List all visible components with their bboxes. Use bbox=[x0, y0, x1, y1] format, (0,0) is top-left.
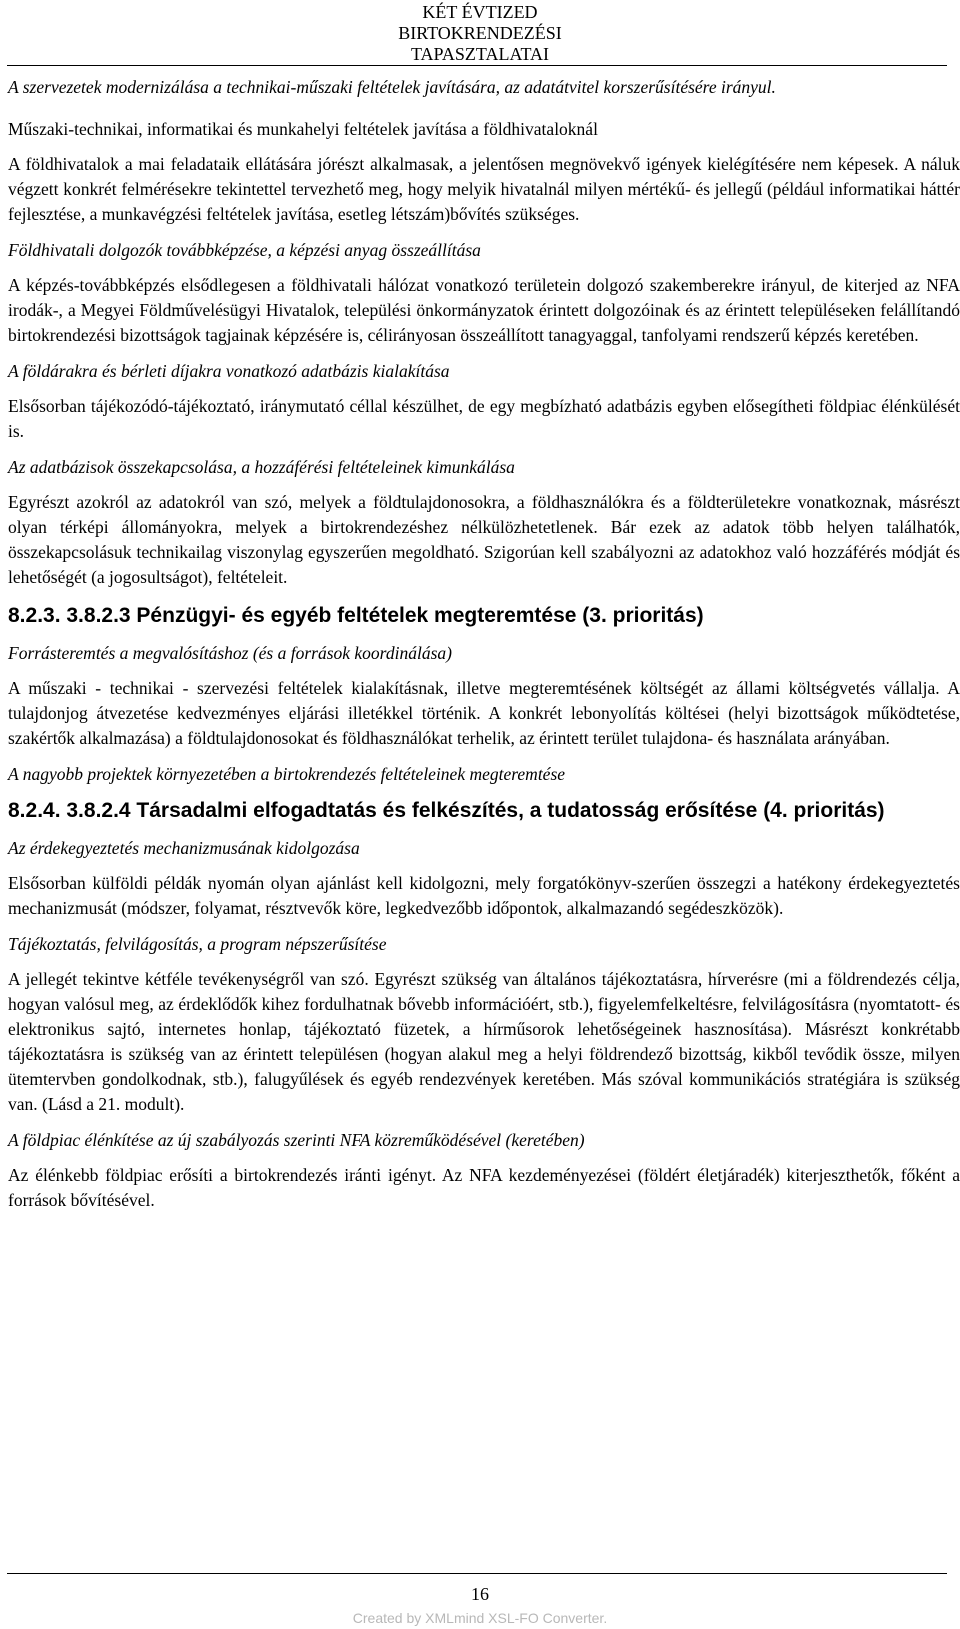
paragraph: Az élénkebb földpiac erősíti a birtokrendezés iránti igényt. Az NFA kezdeményezései (földért életjáradék) kiterjeszthetők, főként a források bővítésével. bbox=[8, 1165, 960, 1210]
paragraph: A földhivatalok a mai feladataik ellátására jórészt alkalmasak, a jelentősen megnövekvő igények kielégítésére nem képesek. A náluk végzett konkrét felmérésekre tekintettel tervezhető meg, hogy melyik hivatalnál milyen mértékű- és jellegű (például informatikai háttér fejlesztése, a munkavégzési feltételek javítása, esetleg létszám)bővítés szükséges. bbox=[8, 154, 960, 224]
header-title-line: TAPASZTALATAI bbox=[410, 44, 549, 64]
subheading: Forrásteremtés a megvalósításhoz (és a források koordinálása) bbox=[8, 643, 452, 663]
subheading: A nagyobb projektek környezetében a birtokrendezés feltételeinek megteremtése bbox=[8, 764, 566, 784]
header-title-line: KÉT ÉVTIZED bbox=[422, 2, 538, 22]
subheading: Az érdekegyeztetés mechanizmusának kidolgozása bbox=[8, 838, 360, 858]
page-header bbox=[0, 2, 960, 65]
paragraph: A képzés-továbbképzés elsődlegesen a földhivatali hálózat vonatkozó területein dolgozó szakemberekre irányul, de kiterjed az NFA irodák-, a Megyei Földművelésügyi Hivatalok, települési önkormányzatok érintett dolgozóinak és az érintett településeken felállítandó birtokrendezési bizottságok tagjainak képzésére is, célirányosan összeállított tanagyaggal, tanfolyami rendszerű képzés keretében. bbox=[8, 275, 960, 345]
section-heading: 8.2.4. 3.8.2.4 Társadalmi elfogadtatás és felkészítés, a tudatosság erősítése (4. prioritás) bbox=[8, 799, 885, 822]
converter-credit: Created by XMLmind XSL-FO Converter. bbox=[352, 1610, 608, 1626]
page-number: 16 bbox=[471, 1584, 489, 1604]
intro-text: A szervezetek modernizálása a technikai-műszaki feltételek javítására, az adatátvitel korszerűsítésére irányul. bbox=[8, 77, 776, 97]
subheading: Tájékoztatás, felvilágosítás, a program népszerűsítése bbox=[8, 934, 387, 954]
header-divider bbox=[7, 65, 947, 66]
footer-divider bbox=[7, 1573, 947, 1574]
subheading: Földhivatali dolgozók továbbképzése, a képzési anyag összeállítása bbox=[8, 240, 481, 260]
paragraph: Elsősorban külföldi példák nyomán olyan ajánlást kell kidolgozni, mely forgatókönyv-szerűen összegzi a hatékony érdekegyeztetés mechanizmusát (módszer, folyamat, résztvevők köre, legkedvezőbb időpontok, alkalmazandó segédeszközök). bbox=[8, 873, 960, 918]
subheading: A földpiac élénkítése az új szabályozás szerinti NFA közreműködésével (keretében) bbox=[8, 1130, 585, 1150]
paragraph: Egyrészt azokról az adatokról van szó, melyek a földtulajdonosokra, a földhasználókra és a földterületekre vonatkoznak, másrészt olyan térképi állományokra, melyek a birtokrendezéshez nélkülözhetetlenek. Bár ezek az adatok több helyen találhatók, összekapcsolásuk technikailag viszonylag egyszerűen megoldható. Szigorúan kell szabályozni az adatokhoz való hozzáférés módját és lehetőségét (a jogosultságot), feltételeit. bbox=[8, 492, 960, 587]
paragraph: Elsősorban tájékozódó-tájékoztató, iránymutató céllal készülhet, de egy megbízható adatbázis egyben elősegítheti földpiac élénkülését is. bbox=[8, 396, 960, 441]
subheading: Az adatbázisok összekapcsolása, a hozzáférési feltételeinek kimunkálása bbox=[8, 457, 515, 477]
document-body bbox=[8, 76, 960, 1225]
subheading: A földárakra és bérleti díjakra vonatkozó adatbázis kialakítása bbox=[8, 361, 450, 381]
header-title-line: BIRTOKRENDEZÉSI bbox=[398, 23, 562, 43]
section-heading: 8.2.3. 3.8.2.3 Pénzügyi- és egyéb feltételek megteremtése (3. prioritás) bbox=[8, 604, 704, 627]
subheading: Műszaki-technikai, informatikai és munkahelyi feltételek javítása a földhivataloknál bbox=[8, 119, 598, 139]
paragraph: A műszaki - technikai - szervezési feltételek kialakításnak, illetve megteremtésének költségét az állami költségvetés vállalja. A tulajdonjog átvezetése kedvezményes eljárási illetékkel történik. A konkrét lebonyolítás költései (helyi bizottságok működtetése, szakértők alkalmazása) a földtulajdonosokat és földhasználókat terhelik, az érintett terület tulajdona- és használata arányában. bbox=[8, 678, 960, 748]
content-blocks bbox=[8, 118, 960, 1213]
paragraph: A jellegét tekintve kétféle tevékenységről van szó. Egyrészt szükség van általános tájékoztatásra, hírverésre (mi a földrendezés célja, hogyan valósul meg, az érdeklődők kihez fordulhatnak bővebb információért, stb.), figyelemfelkeltésre, felvilágosításra (nyomtatott- és elektronikus sajtó, internetes honlap, tájékoztató füzetek, a hírműsorok lehetőségeinek hasznosítása). Másrészt konkrétabb tájékoztatásra is szükség van az érintett településen (hogyan alakul meg a helyi földrendező bizottság, kikből tevődik össze, milyen ütemtervben gondolkodnak, stb.), falugyűlések és egyéb rendezvények keretében. Más szóval kommunikációs stratégiára is szükség van. (Lásd a 21. modult). bbox=[8, 969, 960, 1114]
